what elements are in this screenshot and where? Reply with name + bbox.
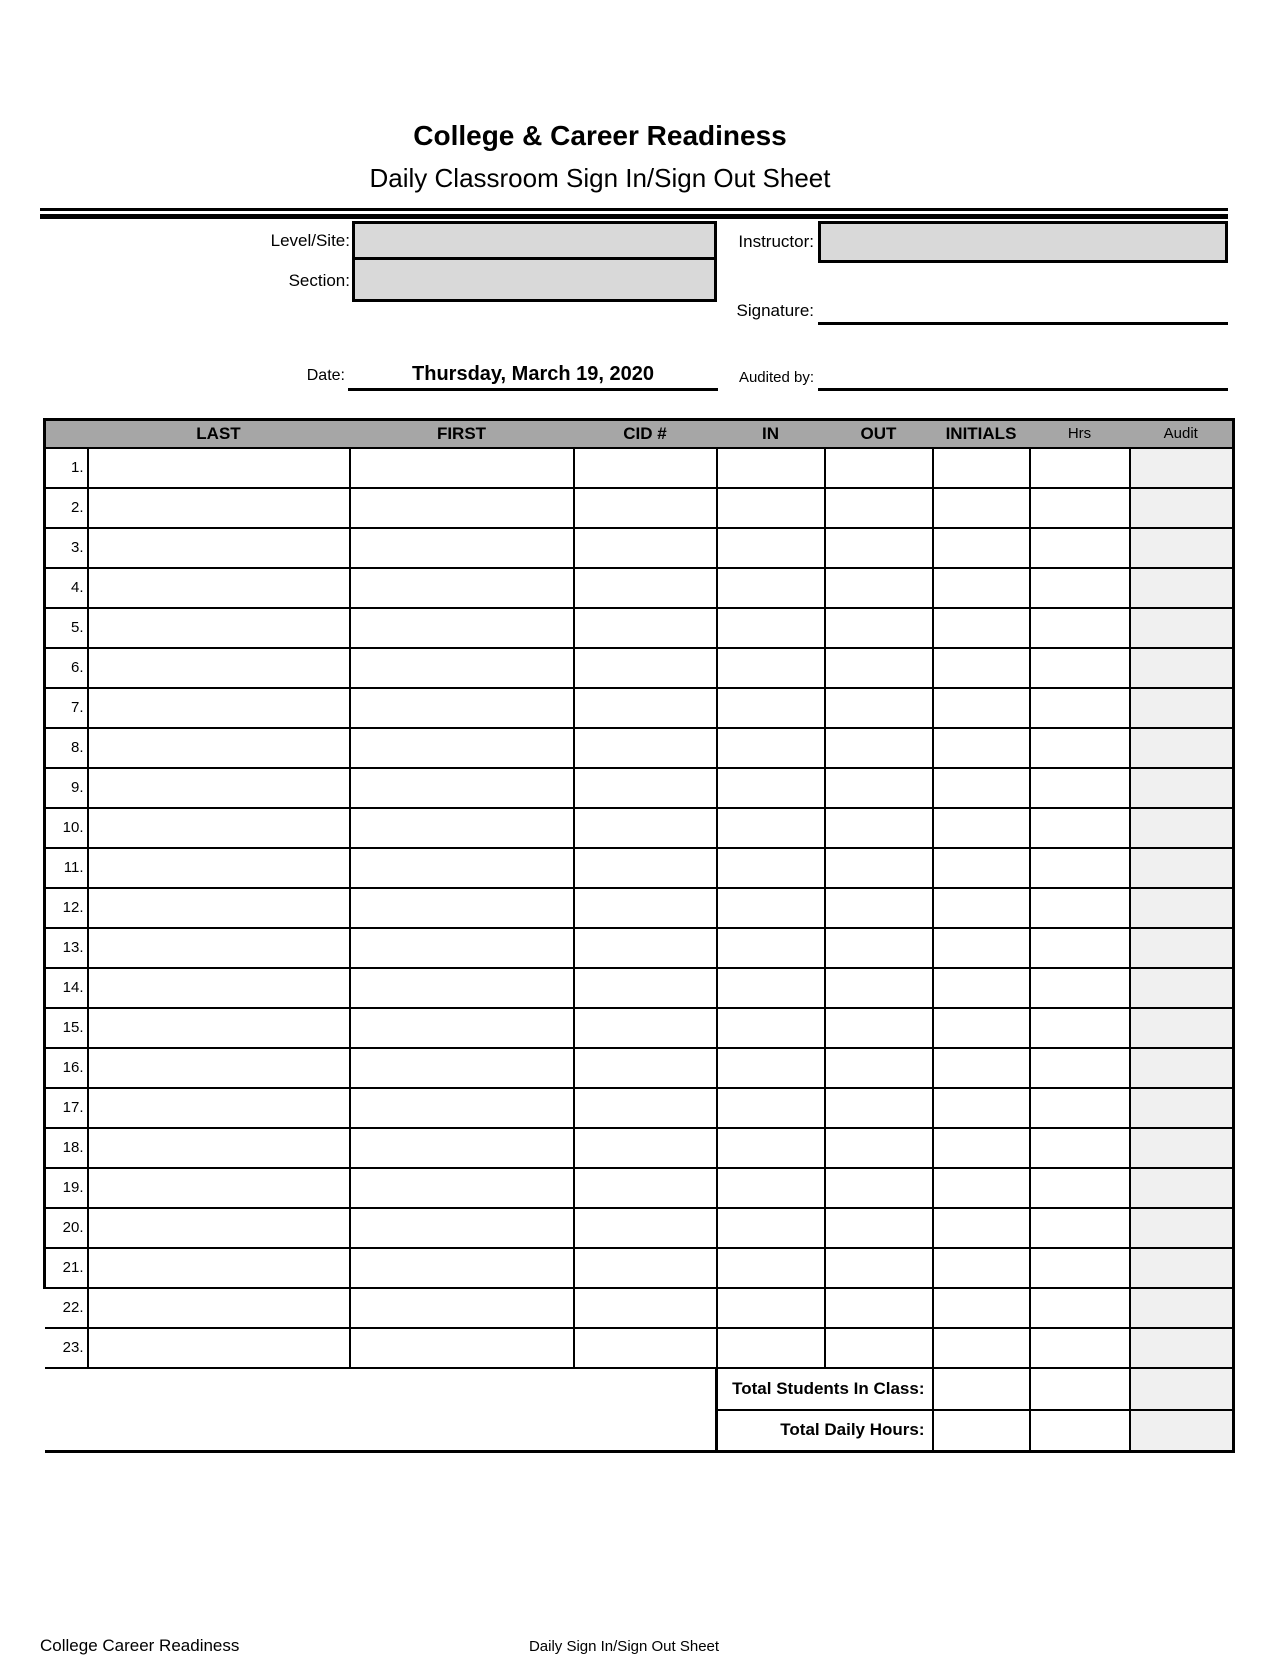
sign-in-table (43, 418, 1235, 1453)
audited-by-field-line[interactable] (818, 388, 1228, 391)
table-row (45, 528, 1234, 568)
cell-last[interactable] (88, 568, 350, 608)
cell-hrs[interactable] (1030, 608, 1130, 648)
table-row (45, 728, 1234, 768)
cell-initials[interactable] (933, 568, 1030, 608)
row-number: 15. (45, 1008, 88, 1048)
cell-cid[interactable] (574, 528, 717, 568)
cell-initials[interactable] (933, 968, 1030, 1008)
cell-audit (1130, 808, 1234, 848)
cell-cid[interactable] (574, 808, 717, 848)
cell-audit (1130, 688, 1234, 728)
cell-initials[interactable] (933, 808, 1030, 848)
cell-audit (1130, 1128, 1234, 1168)
cell-audit (1130, 1248, 1234, 1288)
cell-first[interactable] (350, 888, 574, 928)
cell-hrs[interactable] (1030, 1128, 1130, 1168)
cell-initials[interactable] (933, 1288, 1030, 1328)
cell-out[interactable] (825, 808, 933, 848)
cell-initials[interactable] (933, 1168, 1030, 1208)
cell-out[interactable] (825, 848, 933, 888)
cell-audit (1130, 1208, 1234, 1248)
cell-hrs[interactable] (1030, 1168, 1130, 1208)
cell-last[interactable] (88, 728, 350, 768)
cell-first[interactable] (350, 808, 574, 848)
cell-first[interactable] (350, 1008, 574, 1048)
cell-out[interactable] (825, 448, 933, 488)
table-row (45, 1328, 1234, 1368)
row-number: 18. (45, 1128, 88, 1168)
cell-hrs[interactable] (1030, 848, 1130, 888)
date-label: Date: (306, 367, 345, 384)
cell-last[interactable] (88, 528, 350, 568)
cell-in[interactable] (717, 1008, 825, 1048)
cell-in[interactable] (717, 888, 825, 928)
row-number: 14. (45, 968, 88, 1008)
cell-first[interactable] (350, 448, 574, 488)
table-row (45, 688, 1234, 728)
cell-hrs[interactable] (1030, 1048, 1130, 1088)
cell-out[interactable] (825, 768, 933, 808)
cell-out[interactable] (825, 1328, 933, 1368)
cell-in[interactable] (717, 648, 825, 688)
cell-audit (1130, 768, 1234, 808)
cell-first[interactable] (350, 688, 574, 728)
cell-audit (1130, 528, 1234, 568)
table-row (45, 448, 1234, 488)
cell-first[interactable] (350, 928, 574, 968)
cell-last[interactable] (88, 1248, 350, 1288)
cell-hrs[interactable] (1030, 1248, 1130, 1288)
cell-out[interactable] (825, 528, 933, 568)
table-row (45, 888, 1234, 928)
cell-cid[interactable] (574, 1288, 717, 1328)
cell-in[interactable] (717, 768, 825, 808)
cell-last[interactable] (88, 648, 350, 688)
cell-last[interactable] (88, 688, 350, 728)
row-number: 3. (45, 528, 88, 568)
cell-audit (1130, 1048, 1234, 1088)
cell-cid[interactable] (574, 1208, 717, 1248)
table-row (45, 768, 1234, 808)
row-number: 6. (45, 648, 88, 688)
cell-initials[interactable] (933, 848, 1030, 888)
row-number: 13. (45, 928, 88, 968)
cell-last[interactable] (88, 1128, 350, 1168)
cell-cid[interactable] (574, 848, 717, 888)
cell-in[interactable] (717, 448, 825, 488)
cell-out[interactable] (825, 1128, 933, 1168)
cell-audit (1130, 448, 1234, 488)
cell-last[interactable] (88, 1208, 350, 1248)
section-field[interactable] (355, 260, 714, 296)
level-site-label: Level/Site: (270, 231, 350, 250)
cell-in[interactable] (717, 848, 825, 888)
cell-initials[interactable] (933, 1008, 1030, 1048)
row-number: 20. (45, 1208, 88, 1248)
cell-hrs[interactable] (1030, 648, 1130, 688)
cell-last[interactable] (88, 888, 350, 928)
cell-initials[interactable] (933, 488, 1030, 528)
cell-initials[interactable] (933, 1328, 1030, 1368)
cell-last[interactable] (88, 448, 350, 488)
cell-in[interactable] (717, 688, 825, 728)
column-header-hrs: Hrs (1030, 420, 1130, 448)
cell-out[interactable] (825, 1248, 933, 1288)
cell-last[interactable] (88, 1088, 350, 1128)
cell-cid[interactable] (574, 488, 717, 528)
total-hours-row (45, 1410, 1234, 1452)
cell-cid[interactable] (574, 1048, 717, 1088)
cell-initials[interactable] (933, 1208, 1030, 1248)
row-number: 21. (45, 1248, 88, 1288)
table-row (45, 608, 1234, 648)
cell-audit (1130, 888, 1234, 928)
cell-hrs[interactable] (1030, 488, 1130, 528)
table-row (45, 928, 1234, 968)
cell-last[interactable] (88, 768, 350, 808)
cell-in[interactable] (717, 808, 825, 848)
table-row (45, 808, 1234, 848)
signature-label: Signature: (736, 301, 814, 320)
cell-out[interactable] (825, 888, 933, 928)
row-number: 8. (45, 728, 88, 768)
cell-initials[interactable] (933, 1088, 1030, 1128)
total-students-audit-cell (1130, 1368, 1234, 1410)
table-row (45, 1008, 1234, 1048)
total-row-spacer (45, 1368, 717, 1410)
audited-by-label: Audited by: (738, 369, 814, 386)
row-number: 23. (45, 1328, 88, 1368)
page-subtitle: Daily Classroom Sign In/Sign Out Sheet (369, 163, 831, 193)
cell-out[interactable] (825, 1288, 933, 1328)
cell-last[interactable] (88, 928, 350, 968)
table-row (45, 1168, 1234, 1208)
cell-initials[interactable] (933, 448, 1030, 488)
total-students-field[interactable] (933, 1368, 1030, 1410)
cell-cid[interactable] (574, 928, 717, 968)
row-number: 1. (45, 448, 88, 488)
header-rule-thin (40, 208, 1228, 211)
cell-cid[interactable] (574, 648, 717, 688)
cell-cid[interactable] (574, 568, 717, 608)
cell-cid[interactable] (574, 1328, 717, 1368)
row-number: 10. (45, 808, 88, 848)
column-header-cid: CID # (574, 420, 717, 448)
cell-initials[interactable] (933, 648, 1030, 688)
cell-in[interactable] (717, 1288, 825, 1328)
cell-in[interactable] (717, 1328, 825, 1368)
cell-last[interactable] (88, 1008, 350, 1048)
cell-initials[interactable] (933, 768, 1030, 808)
cell-hrs[interactable] (1030, 728, 1130, 768)
cell-first[interactable] (350, 728, 574, 768)
cell-first[interactable] (350, 488, 574, 528)
cell-first[interactable] (350, 608, 574, 648)
cell-in[interactable] (717, 528, 825, 568)
cell-initials[interactable] (933, 608, 1030, 648)
total-hours-label: Total Daily Hours: (717, 1410, 933, 1452)
cell-audit (1130, 648, 1234, 688)
row-number: 11. (45, 848, 88, 888)
cell-audit (1130, 1328, 1234, 1368)
cell-hrs[interactable] (1030, 448, 1130, 488)
cell-audit (1130, 728, 1234, 768)
cell-in[interactable] (717, 1248, 825, 1288)
cell-initials[interactable] (933, 1248, 1030, 1288)
cell-first[interactable] (350, 1208, 574, 1248)
cell-initials[interactable] (933, 688, 1030, 728)
cell-last[interactable] (88, 848, 350, 888)
cell-last[interactable] (88, 1288, 350, 1328)
cell-initials[interactable] (933, 928, 1030, 968)
cell-audit (1130, 848, 1234, 888)
cell-initials[interactable] (933, 528, 1030, 568)
cell-hrs[interactable] (1030, 968, 1130, 1008)
column-header-first: FIRST (350, 420, 574, 448)
table-row (45, 1208, 1234, 1248)
cell-first[interactable] (350, 768, 574, 808)
cell-initials[interactable] (933, 1128, 1030, 1168)
cell-out[interactable] (825, 568, 933, 608)
cell-audit (1130, 568, 1234, 608)
cell-last[interactable] (88, 1328, 350, 1368)
total-students-hrs-field[interactable] (1030, 1368, 1130, 1410)
column-header-initials: INITIALS (933, 420, 1030, 448)
footer-left-text: College Career Readiness (40, 1636, 240, 1655)
cell-first[interactable] (350, 968, 574, 1008)
cell-audit (1130, 1088, 1234, 1128)
cell-out[interactable] (825, 688, 933, 728)
footer-center-text: Daily Sign In/Sign Out Sheet (528, 1638, 720, 1655)
cell-initials[interactable] (933, 728, 1030, 768)
table-row (45, 488, 1234, 528)
table-row (45, 568, 1234, 608)
cell-hrs[interactable] (1030, 528, 1130, 568)
cell-initials[interactable] (933, 1048, 1030, 1088)
cell-first[interactable] (350, 1288, 574, 1328)
column-header-in: IN (717, 420, 825, 448)
table-row (45, 1248, 1234, 1288)
total-hours-field[interactable] (933, 1410, 1030, 1452)
table-row (45, 1288, 1234, 1328)
cell-in[interactable] (717, 968, 825, 1008)
cell-cid[interactable] (574, 1088, 717, 1128)
cell-cid[interactable] (574, 888, 717, 928)
cell-in[interactable] (717, 608, 825, 648)
column-header-out: OUT (825, 420, 933, 448)
cell-in[interactable] (717, 1128, 825, 1168)
cell-in[interactable] (717, 568, 825, 608)
row-number: 5. (45, 608, 88, 648)
cell-hrs[interactable] (1030, 808, 1130, 848)
row-number: 16. (45, 1048, 88, 1088)
total-hours-audit-cell (1130, 1410, 1234, 1452)
table-row (45, 968, 1234, 1008)
cell-audit (1130, 608, 1234, 648)
table-row (45, 848, 1234, 888)
row-number: 19. (45, 1168, 88, 1208)
cell-hrs[interactable] (1030, 928, 1130, 968)
section-label: Section: (288, 271, 350, 290)
cell-cid[interactable] (574, 608, 717, 648)
instructor-label: Instructor: (738, 232, 814, 251)
cell-in[interactable] (717, 488, 825, 528)
cell-in[interactable] (717, 728, 825, 768)
total-row-spacer (45, 1410, 717, 1452)
page-title: College & Career Readiness (413, 120, 787, 151)
cell-out[interactable] (825, 1208, 933, 1248)
total-hours-hrs-field[interactable] (1030, 1410, 1130, 1452)
cell-hrs[interactable] (1030, 1208, 1130, 1248)
cell-last[interactable] (88, 968, 350, 1008)
cell-out[interactable] (825, 728, 933, 768)
cell-first[interactable] (350, 1168, 574, 1208)
cell-cid[interactable] (574, 968, 717, 1008)
cell-in[interactable] (717, 1168, 825, 1208)
date-value: Thursday, March 19, 2020 (412, 363, 654, 385)
cell-audit (1130, 928, 1234, 968)
cell-cid[interactable] (574, 448, 717, 488)
cell-hrs[interactable] (1030, 1288, 1130, 1328)
table-row (45, 1088, 1234, 1128)
row-number: 2. (45, 488, 88, 528)
total-students-label: Total Students In Class: (717, 1368, 933, 1410)
table-header-row (45, 420, 1234, 448)
cell-hrs[interactable] (1030, 888, 1130, 928)
cell-first[interactable] (350, 1248, 574, 1288)
cell-audit (1130, 488, 1234, 528)
cell-hrs[interactable] (1030, 1328, 1130, 1368)
cell-cid[interactable] (574, 1248, 717, 1288)
cell-audit (1130, 968, 1234, 1008)
row-number: 17. (45, 1088, 88, 1128)
cell-first[interactable] (350, 1128, 574, 1168)
cell-hrs[interactable] (1030, 1088, 1130, 1128)
instructor-field[interactable] (818, 221, 1228, 263)
cell-first[interactable] (350, 1328, 574, 1368)
cell-out[interactable] (825, 488, 933, 528)
cell-audit (1130, 1168, 1234, 1208)
cell-out[interactable] (825, 1168, 933, 1208)
column-header-audit: Audit (1130, 420, 1234, 448)
cell-first[interactable] (350, 568, 574, 608)
date-underline (348, 388, 718, 391)
cell-last[interactable] (88, 1048, 350, 1088)
cell-out[interactable] (825, 1088, 933, 1128)
row-number: 22. (45, 1288, 88, 1328)
cell-cid[interactable] (574, 688, 717, 728)
table-row (45, 648, 1234, 688)
column-header-last: LAST (88, 420, 350, 448)
cell-in[interactable] (717, 928, 825, 968)
total-students-row (45, 1368, 1234, 1410)
cell-last[interactable] (88, 1168, 350, 1208)
cell-cid[interactable] (574, 1008, 717, 1048)
table-row (45, 1128, 1234, 1168)
cell-out[interactable] (825, 928, 933, 968)
cell-cid[interactable] (574, 1128, 717, 1168)
cell-first[interactable] (350, 528, 574, 568)
row-number: 4. (45, 568, 88, 608)
cell-last[interactable] (88, 808, 350, 848)
cell-hrs[interactable] (1030, 1008, 1130, 1048)
cell-first[interactable] (350, 848, 574, 888)
cell-in[interactable] (717, 1048, 825, 1088)
cell-out[interactable] (825, 1048, 933, 1088)
row-number: 9. (45, 768, 88, 808)
cell-audit (1130, 1008, 1234, 1048)
cell-in[interactable] (717, 1208, 825, 1248)
row-number: 12. (45, 888, 88, 928)
cell-cid[interactable] (574, 768, 717, 808)
cell-cid[interactable] (574, 728, 717, 768)
cell-hrs[interactable] (1030, 568, 1130, 608)
cell-last[interactable] (88, 488, 350, 528)
cell-first[interactable] (350, 648, 574, 688)
cell-in[interactable] (717, 1088, 825, 1128)
cell-hrs[interactable] (1030, 768, 1130, 808)
table-row (45, 1048, 1234, 1088)
cell-cid[interactable] (574, 1168, 717, 1208)
cell-first[interactable] (350, 1088, 574, 1128)
cell-initials[interactable] (933, 888, 1030, 928)
cell-out[interactable] (825, 648, 933, 688)
row-number: 7. (45, 688, 88, 728)
cell-out[interactable] (825, 1008, 933, 1048)
cell-hrs[interactable] (1030, 688, 1130, 728)
cell-last[interactable] (88, 608, 350, 648)
row-number-header (45, 420, 88, 448)
header-rule-thick (40, 214, 1228, 219)
cell-out[interactable] (825, 608, 933, 648)
signature-field-line[interactable] (818, 322, 1228, 325)
cell-first[interactable] (350, 1048, 574, 1088)
cell-out[interactable] (825, 968, 933, 1008)
cell-audit (1130, 1288, 1234, 1328)
